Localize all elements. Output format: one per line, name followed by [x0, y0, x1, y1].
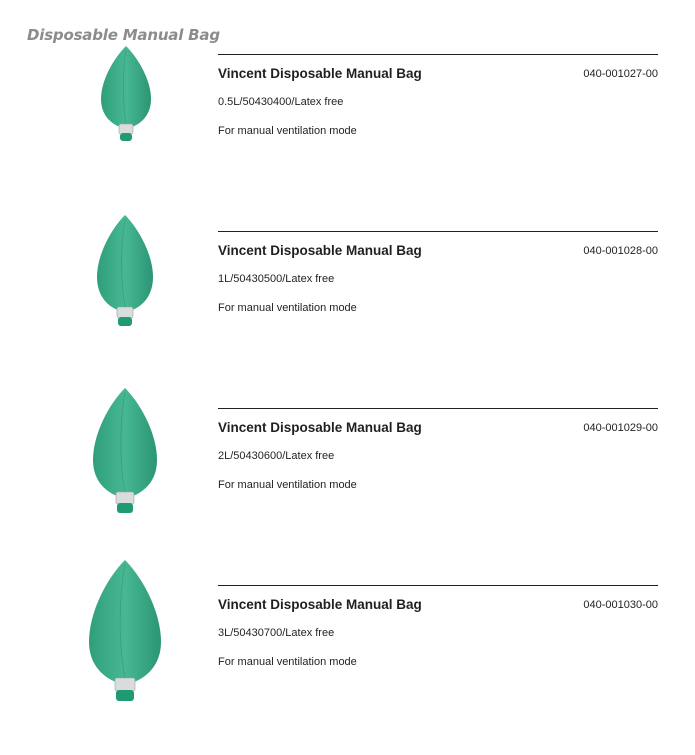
divider	[218, 585, 658, 586]
product-mode: For manual ventilation mode	[218, 479, 357, 491]
manual-bag-image	[92, 213, 158, 333]
product-mode: For manual ventilation mode	[218, 302, 357, 314]
divider	[218, 408, 658, 409]
product-mode: For manual ventilation mode	[218, 656, 357, 668]
product-mode: For manual ventilation mode	[218, 125, 357, 137]
manual-bag-image	[96, 44, 156, 144]
product-spec: 2L/50430600/Latex free	[218, 450, 335, 462]
product-spec: 1L/50430500/Latex free	[218, 273, 335, 285]
product-code: 040-001027-00	[583, 68, 658, 80]
product-spec: 0.5L/50430400/Latex free	[218, 96, 344, 108]
product-code: 040-001030-00	[583, 599, 658, 611]
product-spec: 3L/50430700/Latex free	[218, 627, 335, 639]
product-code: 040-001029-00	[583, 422, 658, 434]
product-name: Vincent Disposable Manual Bag	[218, 597, 422, 612]
product-name: Vincent Disposable Manual Bag	[218, 66, 422, 81]
manual-bag-image	[84, 558, 166, 710]
product-name: Vincent Disposable Manual Bag	[218, 243, 422, 258]
section-title: Disposable Manual Bag	[27, 26, 220, 44]
product-name: Vincent Disposable Manual Bag	[218, 420, 422, 435]
divider	[218, 54, 658, 55]
divider	[218, 231, 658, 232]
manual-bag-image	[88, 386, 162, 522]
product-code: 040-001028-00	[583, 245, 658, 257]
